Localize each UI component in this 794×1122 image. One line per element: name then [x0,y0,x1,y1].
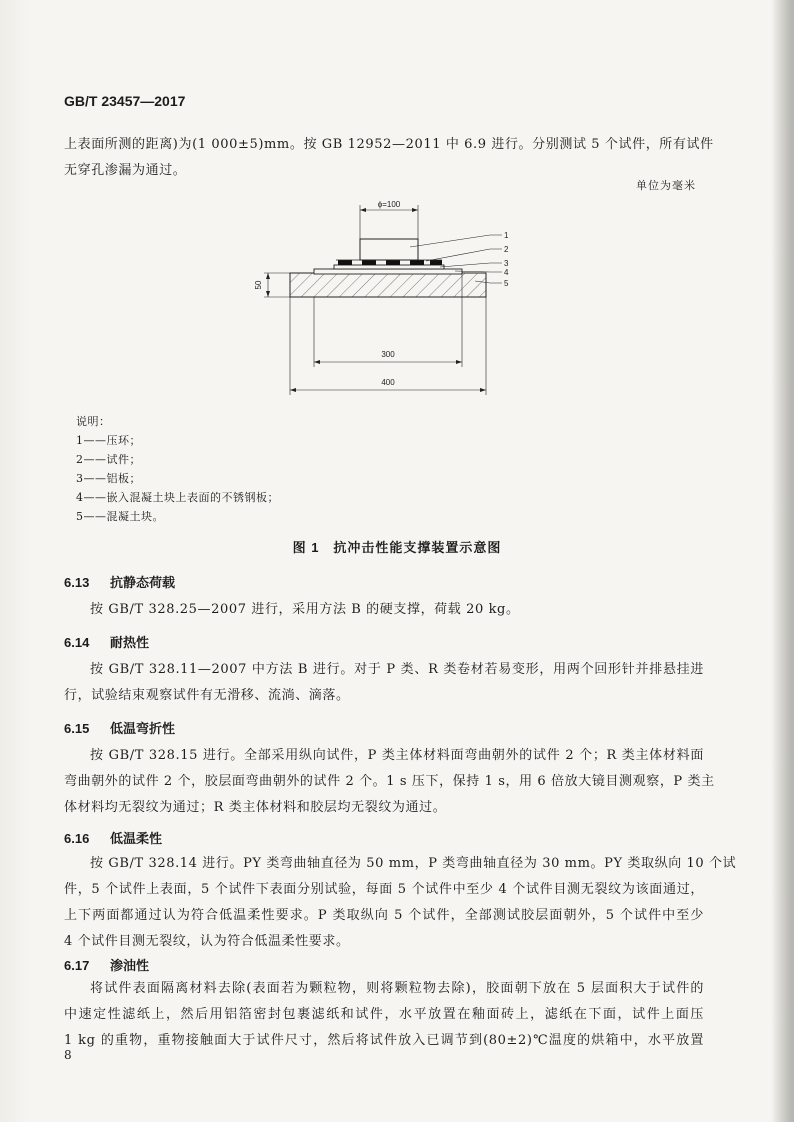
legend-title: 说明： [76,415,111,428]
callout-5: 5 [504,279,509,288]
body-line: 中速定性滤纸上，然后用铝箔密封包裹滤纸和试件，水平放置在釉面砖上，滤纸在下面，试件上面压 [64,1007,704,1022]
section-title: 低温柔性 [110,831,163,846]
body-line: 按 GB/T 328.15 进行。全部采用纵向试件，P 类主体材料面弯曲朝外的试件 2 个；R 类主体材料面 [90,748,704,763]
legend-item: 3——铝板； [76,472,141,485]
section-number: 6.17 [64,958,90,973]
steel-plate [314,269,462,274]
section-heading [64,718,175,737]
section-title: 耐热性 [110,635,150,650]
section-number: 6.15 [64,721,90,736]
legend-item: 5——混凝土块。 [76,510,164,523]
body-line: 件，5 个试件上表面，5 个试件下表面分别试验，每面 5 个试件中至少 4 个试件目测无裂纹为该面通过， [64,882,704,897]
figure-legend [76,412,279,526]
unit-note: 单位为毫米 [636,179,696,192]
body-line: 将试件表面隔离材料去除(表面若为颗粒物，则将颗粒物去除)，胶面朝下放在 5 层面积大于试件的 [90,981,704,996]
body-line: 按 GB/T 328.14 进行。PY 类弯曲轴直径为 50 mm，P 类弯曲轴直径为 30 mm。PY 类取纵向 10 个试 [90,856,737,871]
section-number: 6.13 [64,575,90,590]
dim-phi-label: ϕ=100 [377,200,401,209]
support-device-figure [250,195,530,405]
intro-paragraph [64,132,714,184]
figure-title: 图 1 抗冲击性能支撑装置示意图 [292,540,502,555]
section-heading [64,572,175,591]
support-device-diagram [250,195,530,405]
intro-line: 无穿孔渗漏为通过。 [64,163,187,178]
section-number: 6.14 [64,635,90,650]
section-number: 6.16 [64,831,90,846]
section-body [64,976,704,1054]
dim-inner-label: 300 [381,350,395,359]
section-heading [64,828,162,847]
body-line: 上下两面都通过认为符合低温柔性要求。P 类取纵向 5 个试件，全部测试胶层面朝外，5 个试件中至少 [64,908,704,923]
body-line: 按 GB/T 328.11—2007 中方法 B 进行。对于 P 类、R 类卷材若易变形，用两个回形针并排悬挂进 [90,662,704,677]
body-line: 1 kg 的重物，重物接触面大于试件尺寸，然后将试件放入已调节到(80±2)℃温度的烘箱中，水平放置 [64,1033,704,1048]
body-line: 弯曲朝外的试件 2 个，胶层面弯曲朝外的试件 2 个。1 s 压下，保持 1 s，用 6 倍放大镜目测观察，P 类主 [64,774,715,789]
legend-item: 4——嵌入混凝土块上表面的不锈钢板； [76,491,279,504]
section-body [64,851,737,955]
section-title: 渗油性 [110,958,150,973]
body-line: 体材料均无裂纹为通过；R 类主体材料和胶层均无裂纹为通过。 [64,800,447,815]
section-body [64,657,704,709]
aluminum-plate [334,265,444,269]
body-line: 4 个试件目测无裂纹，认为符合低温柔性要求。 [64,934,350,949]
dim-outer-label: 400 [381,378,395,387]
section-title: 低温弯折性 [110,721,176,736]
callout-3: 3 [504,259,509,268]
section-body [64,597,704,623]
callout-1: 1 [504,231,509,240]
legend-item: 1——压环； [76,434,141,447]
callout-4: 4 [504,268,509,277]
scan-edge-shadow [772,0,794,1122]
intro-line: 上表面所测的距离)为(1 000±5)mm。按 GB 12952—2011 中 6.9 进行。分别测试 5 个试件，所有试件 [64,137,714,152]
body-line: 按 GB/T 328.25—2007 进行，采用方法 B 的硬支撑，荷载 20 kg。 [90,602,520,617]
page-number: 8 [64,1048,72,1062]
standard-header: GB/T 23457—2017 [64,93,186,109]
section-heading [64,632,149,651]
section-title: 抗静态荷载 [110,575,176,590]
callout-2: 2 [504,245,509,254]
section-heading [64,955,149,974]
pressure-ring [360,239,418,260]
section-body [64,743,715,821]
legend-item: 2——试件； [76,453,141,466]
body-line: 行，试验结束观察试件有无滑移、流淌、滴落。 [64,688,350,703]
concrete-block [290,273,486,297]
dim-height-label: 50 [254,280,263,290]
